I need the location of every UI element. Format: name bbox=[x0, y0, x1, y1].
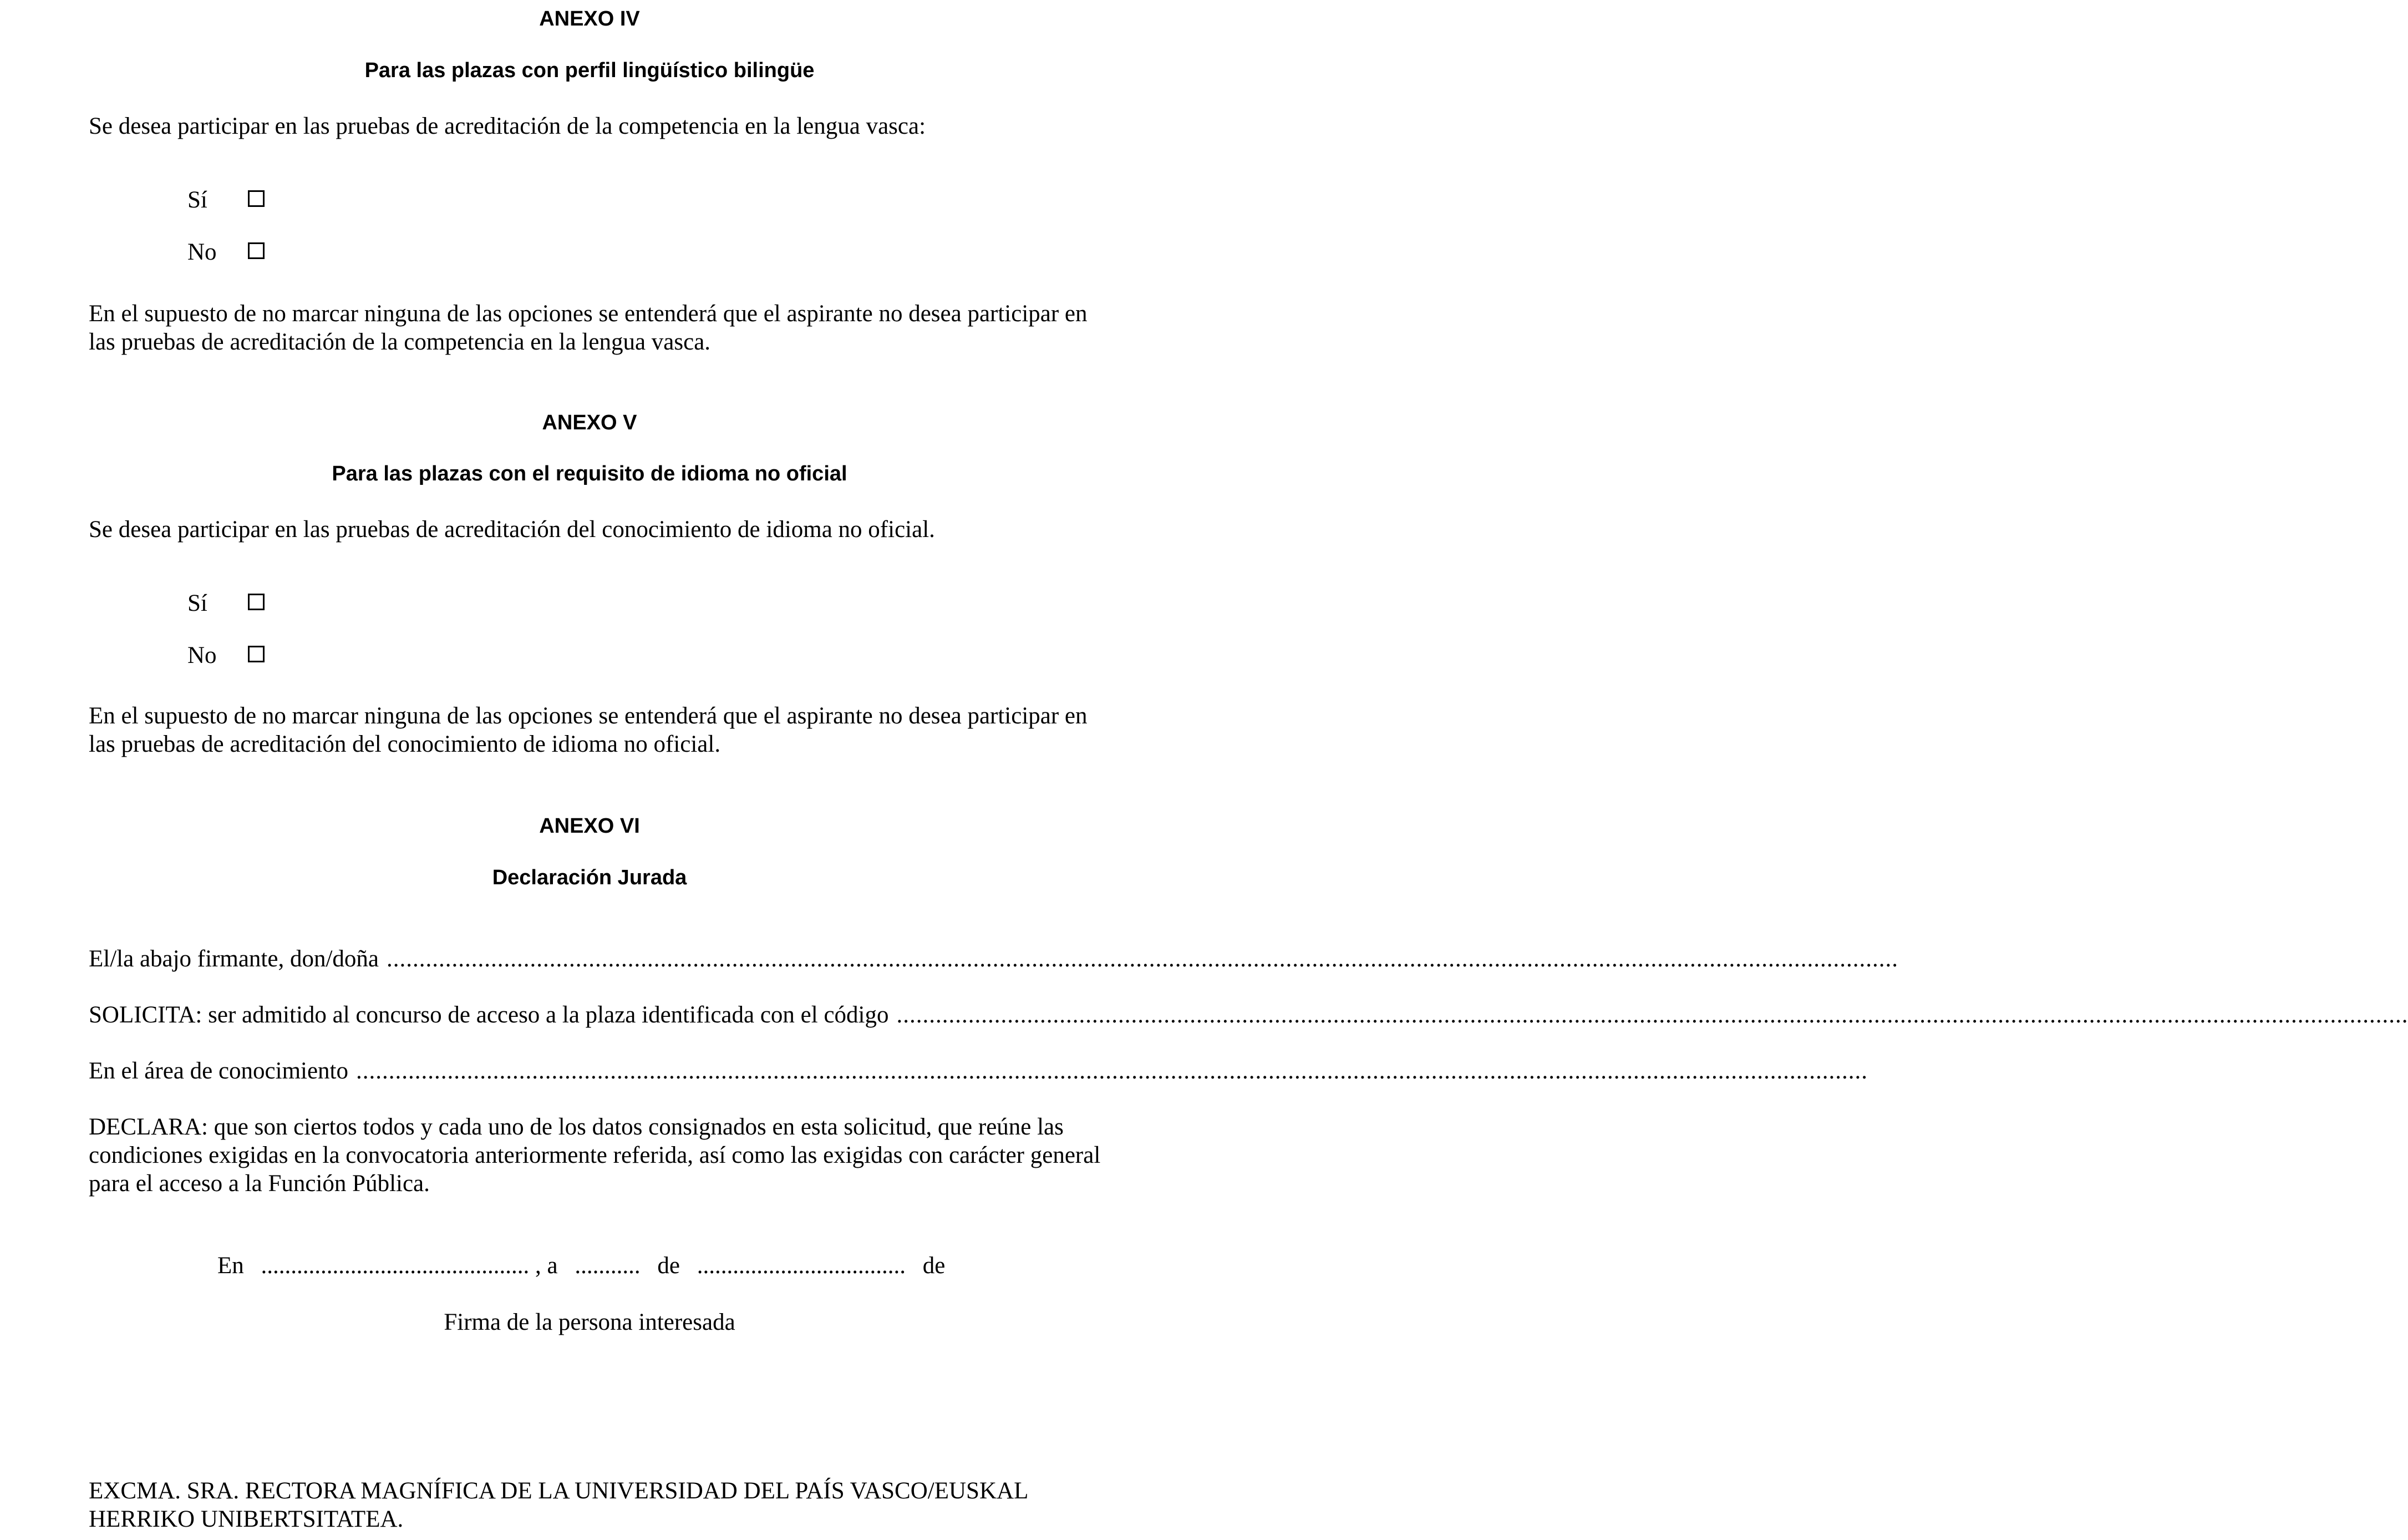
anexo-v-option-yes-label: Sí bbox=[187, 590, 207, 616]
date-de-label-1: de bbox=[657, 1253, 680, 1279]
anexo-iv-note: En el supuesto de no marcar ninguna de las opciones se entenderá que el aspirante no desea participar en las pruebas de acreditación de la competencia en la lengua vasca. bbox=[89, 301, 1088, 355]
firmante-label: El/la abajo firmante, don/doña bbox=[89, 946, 379, 972]
date-en-label: En bbox=[217, 1253, 244, 1279]
date-day-field[interactable]: ........... bbox=[575, 1253, 641, 1279]
area-field[interactable]: ........................................................................................................................................................................................................................................ bbox=[356, 1058, 1868, 1084]
date-place-line bbox=[217, 1252, 945, 1280]
anexo-vi-title: ANEXO VI bbox=[539, 814, 640, 838]
anexo-v-question: Se desea participar en las pruebas de acreditación del conocimiento de idioma no oficial. bbox=[89, 516, 935, 543]
declara-paragraph: DECLARA: que son ciertos todos y cada uno de los datos consignados en esta solicitud, que reúne las condiciones exigidas en la convocatoria anteriormente referida, así como las exigidas con carácter general para el acceso a la Función Pública. bbox=[89, 1114, 1101, 1197]
anexo-iv-title: ANEXO IV bbox=[539, 7, 640, 31]
anexo-iv-question: Se desea participar en las pruebas de acreditación de la competencia en la lengua vasca: bbox=[89, 113, 926, 139]
date-month-field[interactable]: ................................... bbox=[697, 1253, 906, 1279]
anexo-v-no-checkbox[interactable] bbox=[248, 646, 265, 662]
firmante-name-field[interactable]: ........................................................................................................................................................................................................................................ bbox=[387, 946, 1898, 972]
anexo-v-note: En el supuesto de no marcar ninguna de las opciones se entenderá que el aspirante no desea participar en las pruebas de acreditación del conocimiento de idioma no oficial. bbox=[89, 703, 1088, 757]
anexo-vi-subtitle: Declaración Jurada bbox=[492, 866, 687, 889]
anexo-v-yes-checkbox[interactable] bbox=[248, 594, 265, 610]
anexo-iv-subtitle: Para las plazas con perfil lingüístico bilingüe bbox=[364, 59, 815, 82]
anexo-iv-no-checkbox[interactable] bbox=[248, 242, 265, 259]
addressee-line-1: EXCMA. SRA. RECTORA MAGNÍFICA DE LA UNIVERSIDAD DEL PAÍS VASCO/EUSKAL bbox=[89, 1478, 1029, 1504]
date-place-field[interactable]: ............................................. bbox=[261, 1253, 530, 1279]
signature-label: Firma de la persona interesada bbox=[444, 1309, 735, 1335]
anexo-v-title: ANEXO V bbox=[542, 411, 637, 434]
anexo-v-subtitle: Para las plazas con el requisito de idioma no oficial bbox=[332, 462, 847, 485]
anexo-iv-yes-checkbox[interactable] bbox=[248, 190, 265, 207]
addressee-line-2: HERRIKO UNIBERTSITATEA. bbox=[89, 1506, 404, 1532]
solicita-label: SOLICITA: ser admitido al concurso de acceso a la plaza identificada con el código bbox=[89, 1002, 889, 1028]
anexo-iv-option-no-label: No bbox=[187, 239, 217, 265]
anexo-iv-option-yes-label: Sí bbox=[187, 187, 207, 213]
plaza-code-field[interactable]: ........................................................................................................................................................................................................................................ bbox=[896, 1002, 2408, 1028]
area-row bbox=[89, 1057, 1868, 1085]
date-comma-a-label: , a bbox=[535, 1253, 558, 1279]
solicita-row bbox=[89, 1001, 2408, 1029]
area-label: En el área de conocimiento bbox=[89, 1058, 349, 1084]
firmante-row bbox=[89, 945, 1898, 973]
date-de-label-2: de bbox=[922, 1253, 946, 1279]
anexo-v-option-no-label: No bbox=[187, 642, 217, 668]
